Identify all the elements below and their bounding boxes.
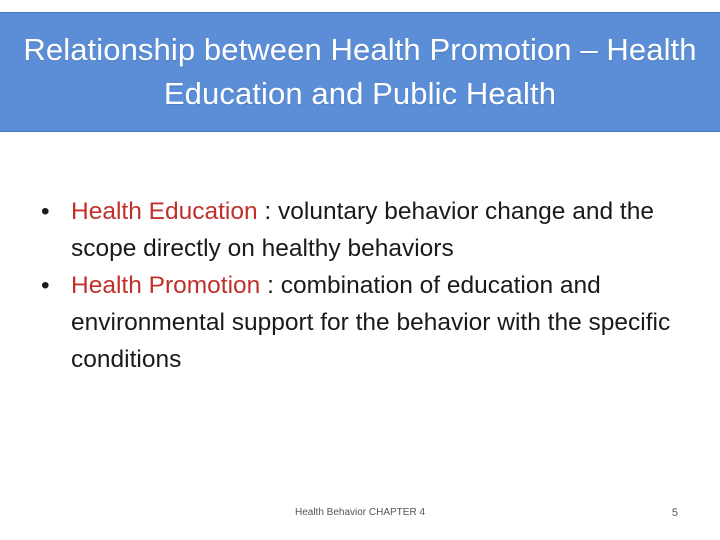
page-number: 5 xyxy=(671,507,678,519)
title-band xyxy=(0,12,720,132)
bullet-item-health-promotion xyxy=(38,267,698,378)
bullet-description: : voluntary behavior change and the scope directly on healthy behaviors xyxy=(71,198,654,262)
bullet-icon: • xyxy=(41,198,50,225)
slide-content xyxy=(38,193,698,378)
bullet-icon: • xyxy=(41,272,50,299)
bullet-description: : combination of education and environmental support for the behavior with the specific conditions xyxy=(71,272,671,373)
bullet-term: Health Promotion xyxy=(71,272,261,299)
bullet-item-health-education xyxy=(38,193,698,267)
bullet-term: Health Education xyxy=(71,198,258,225)
footer-text: Health Behavior CHAPTER 4 xyxy=(294,507,426,518)
slide-title: Relationship between Health Promotion – Health Education and Public Health xyxy=(23,32,697,111)
bullet-list xyxy=(38,193,698,378)
